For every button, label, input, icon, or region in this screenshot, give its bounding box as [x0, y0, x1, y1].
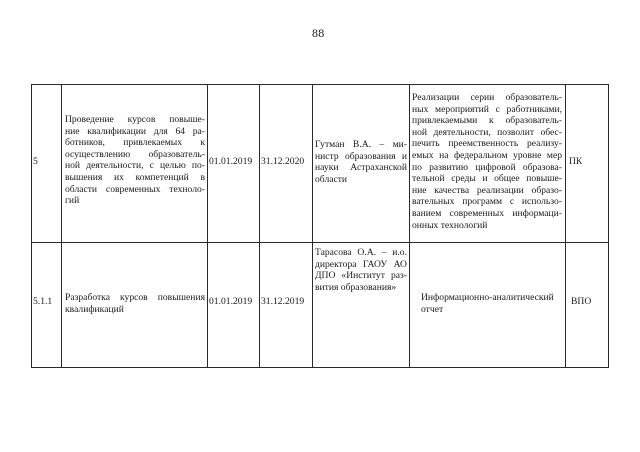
row-2-end-date: 31.12.2019: [261, 296, 305, 307]
row-2-activity-line: Разработка курсов повышения: [65, 292, 205, 303]
row-1-responsible-line: науки Астраханской: [315, 162, 407, 174]
col-divider-num: [61, 84, 62, 368]
row-1-responsible-line: Гутман В.А. – ми-: [315, 139, 407, 150]
row-divider: [31, 242, 609, 243]
row-1-activity: [65, 114, 205, 207]
row-2-number: 5.1.1: [33, 296, 53, 307]
row-1-responsible: [315, 139, 407, 185]
row-2-start-date: 01.01.2019: [209, 296, 253, 307]
row-1-activity-line: осуществлению образователь-: [65, 148, 205, 160]
row-1-type: ПК: [569, 156, 583, 167]
table-border-top: [31, 84, 609, 85]
row-2-result-line: Информационно-аналитический: [421, 292, 554, 303]
col-border-right: [608, 84, 609, 368]
row-1-start-date: 01.01.2019: [209, 156, 253, 167]
col-border-left: [31, 84, 32, 368]
col-divider-resp: [409, 84, 410, 368]
row-1-responsible-line: области: [315, 173, 348, 185]
row-2-responsible-line: директора ГАОУ АО: [315, 258, 407, 270]
row-1-result-line: печить преемственность реализу-: [412, 138, 562, 150]
row-1-activity-line: области современных техноло-: [65, 183, 205, 195]
row-1-result-line: вательных программ с использо-: [412, 196, 562, 208]
row-2-responsible-line: Тарасова О.А. – и.о.: [315, 247, 407, 258]
row-1-activity-line: гий: [65, 195, 80, 207]
row-2-activity: [65, 292, 205, 315]
row-1-result-line: ной деятельности, позволит обес-: [412, 126, 562, 138]
row-1-result-line: ние качества реализации образо-: [412, 184, 562, 196]
row-1-result-line: онных технологий: [412, 219, 488, 231]
row-2-type: ВПО: [571, 296, 592, 307]
row-1-result-line: ных мероприятий с работниками,: [412, 103, 562, 115]
row-1-activity-line: вышения их компетенций в: [65, 171, 205, 183]
col-divider-name: [207, 84, 208, 368]
activities-table: [31, 84, 609, 368]
page-number: 88: [312, 26, 325, 40]
col-divider-result: [565, 84, 566, 368]
table-border-bottom: [31, 367, 609, 368]
col-divider-start: [259, 84, 260, 368]
row-2-result: [421, 292, 554, 315]
row-1-result: [412, 92, 562, 231]
row-1-activity-line: ной деятельности, с целью по-: [65, 160, 205, 172]
row-1-result-line: по развитию цифровой образова-: [412, 161, 562, 173]
row-1-end-date: 31.12.2020: [261, 156, 305, 167]
row-1-activity-line: ние квалификации для 64 ра-: [65, 125, 205, 137]
col-divider-end: [312, 84, 313, 368]
row-2-activity-line: квалификаций: [65, 303, 124, 315]
row-1-number: 5: [33, 156, 38, 167]
row-1-result-line: тельной среды и общее повыше-: [412, 173, 562, 185]
row-2-responsible: [315, 247, 407, 293]
row-2-responsible-line: вития образования»: [315, 281, 397, 293]
row-2-result-line: отчет: [421, 303, 444, 315]
row-1-activity-line: Проведение курсов повыше-: [65, 114, 205, 125]
row-1-result-line: ванием современных информаци-: [412, 207, 562, 219]
row-1-result-line: Реализации серии образователь-: [412, 92, 562, 103]
row-1-result-line: привлекаемыми к образователь-: [412, 115, 562, 127]
row-1-activity-line: ботников, привлекаемых к: [65, 137, 205, 149]
row-2-responsible-line: ДПО «Институт раз-: [315, 270, 407, 282]
row-1-result-line: емых на федеральном уровне мер: [412, 149, 562, 161]
row-1-responsible-line: нистр образования и: [315, 150, 407, 162]
